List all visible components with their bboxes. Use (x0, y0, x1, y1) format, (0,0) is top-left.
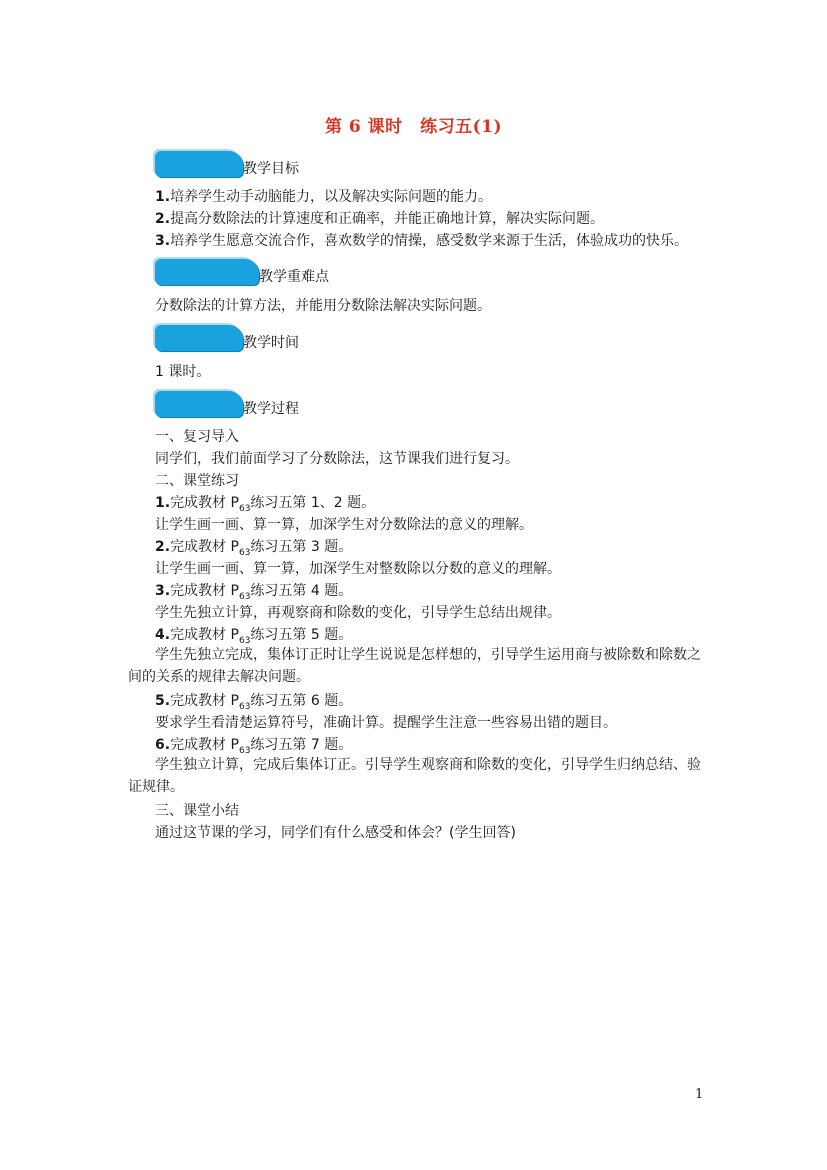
exercise-desc: 让学生画一画、算一算，加深学生对整数除以分数的意义的理解。 (155, 561, 561, 577)
process-heading: 二、课堂练习 (155, 473, 239, 489)
section-badge (155, 325, 243, 351)
key-text: 分数除法的计算方法，并能用分数除法解决实际问题。 (155, 298, 491, 314)
exercise-desc: 让学生画一画、算一算，加深学生对分数除法的意义的理解。 (155, 517, 533, 533)
process-heading: 一、复习导入 (155, 429, 239, 445)
exercise-desc: 要求学生看清楚运算符号，准确计算。提醒学生注意一些容易出错的题目。 (155, 715, 617, 731)
section-label: 教学目标 (243, 161, 299, 177)
exercise-item: 6.完成教材 $P_{63}$练习五第 7 题。 (155, 737, 353, 756)
process-paragraph: 通过这节课的学习，同学们有什么感受和体会？(学生回答) (155, 825, 516, 841)
section-badge (155, 391, 243, 417)
exercise-desc: 学生独立计算，完成后集体订正。引导学生观察商和除数的变化，引导学生归纳总结、验证规律。 (128, 757, 701, 795)
exercise-item: 4.完成教材 $P_{63}$练习五第 5 题。 (155, 627, 353, 646)
goal-item: 3.培养学生愿意交流合作，喜欢数学的情操，感受数学来源于生活，体验成功的快乐。 (155, 233, 689, 249)
process-paragraph: 同学们，我们前面学习了分数除法，这节课我们进行复习。 (155, 451, 519, 467)
time-text: 1 课时。 (155, 364, 211, 380)
exercise-item: 2.完成教材 $P_{63}$练习五第 3 题。 (155, 539, 353, 558)
section-label: 教学过程 (243, 401, 299, 417)
section-badge (155, 151, 243, 177)
exercise-desc: 学生先独立完成，集体订正时让学生说说是怎样想的，引导学生运用商与被除数和除数之间的关系的规律去解决问题。 (128, 647, 701, 685)
exercise-item: 5.完成教材 $P_{63}$练习五第 6 题。 (155, 693, 353, 712)
process-heading: 三、课堂小结 (155, 803, 239, 819)
section-label: 教学重难点 (259, 269, 329, 285)
exercise-item: 1.完成教材 $P_{63}$练习五第 1、2 题。 (155, 495, 376, 514)
section-label: 教学时间 (243, 335, 299, 351)
exercise-item: 3.完成教材 $P_{63}$练习五第 4 题。 (155, 583, 353, 602)
exercise-desc: 学生先独立计算，再观察商和除数的变化，引导学生总结出规律。 (155, 605, 561, 621)
page-number: 1 (695, 1087, 704, 1102)
goal-item: 1.培养学生动手动脑能力，以及解决实际问题的能力。 (155, 189, 493, 205)
page-title: 第 6 课时 练习五(1) (324, 117, 503, 137)
section-badge (155, 259, 259, 285)
goal-item: 2.提高分数除法的计算速度和正确率，并能正确地计算，解决实际问题。 (155, 211, 605, 227)
